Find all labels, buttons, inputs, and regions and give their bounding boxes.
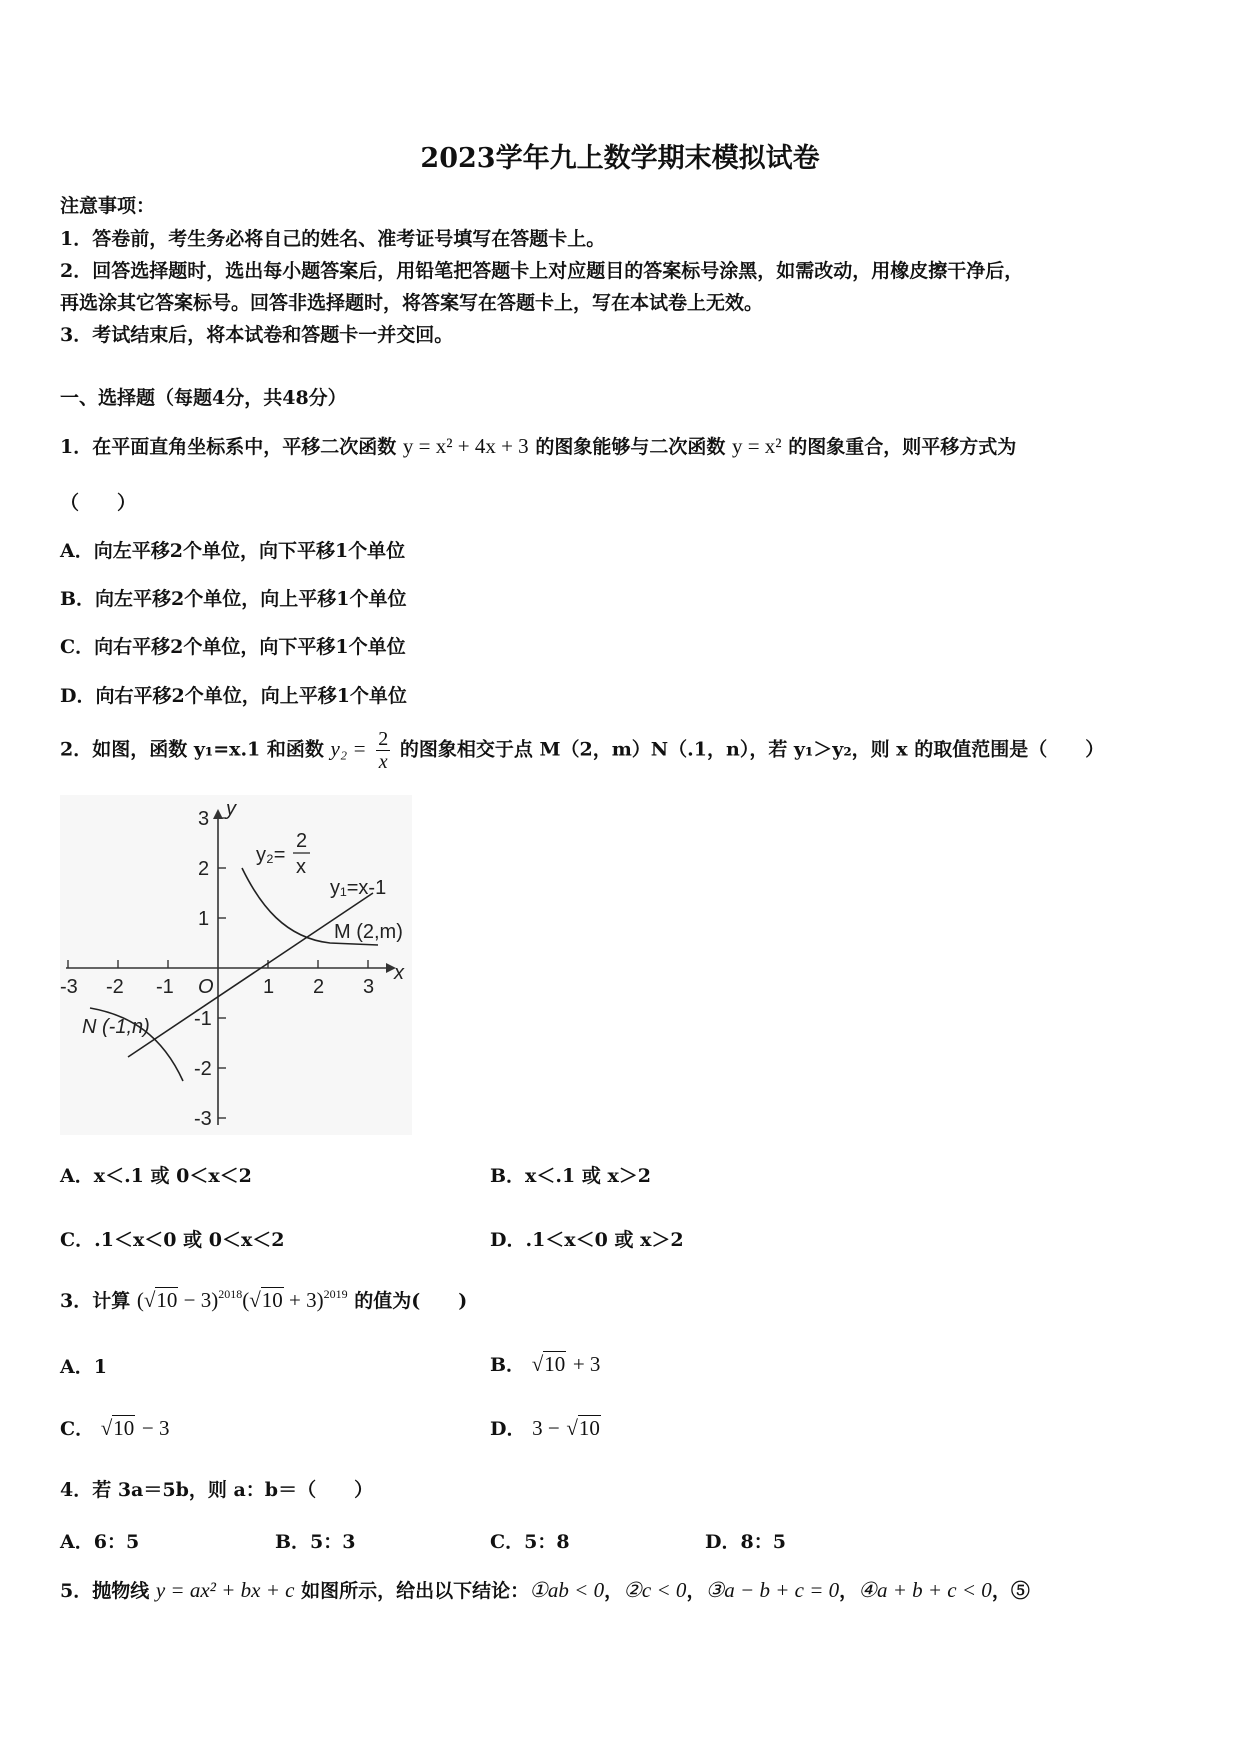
q2-prefix: 2．如图，函数 y₁=x.1 和函数: [60, 738, 324, 761]
q3-option-c[interactable]: C． √10 − 3: [60, 1416, 170, 1440]
q2-option-a[interactable]: A．x＜.1 或 0＜x＜2: [60, 1165, 252, 1187]
q1-middle: 的图象能够与二次函数: [535, 436, 726, 458]
q2-option-d[interactable]: D．.1＜x＜0 或 x＞2: [490, 1229, 684, 1251]
y-tick-label: 3: [198, 808, 210, 830]
y-axis-label: y: [226, 798, 236, 820]
sqrt-symbol: √10: [249, 1288, 283, 1312]
q4-option-d[interactable]: D．8：5: [705, 1531, 786, 1553]
sqrt-symbol: √10: [143, 1288, 178, 1312]
q2-suffix: 的图象相交于点 M（2，m）N（.1，n），若 y₁＞y₂，则 x 的取值范围是（ ）: [399, 738, 1105, 761]
section-heading: 一、选择题（每题4分，共48分）: [60, 387, 347, 409]
graph-background: [60, 795, 412, 1135]
notice-item-3: 3．考试结束后，将本试卷和答题卡一并交回。: [60, 324, 454, 346]
q5-conclusion-2: ②c < 0: [623, 1578, 687, 1602]
q4-option-c[interactable]: C．5：8: [490, 1531, 570, 1553]
page-title: 2023学年九上数学期末模拟试卷: [420, 143, 820, 174]
q3-option-a[interactable]: A．1: [60, 1356, 107, 1378]
q5-prefix: 5．抛物线: [60, 1580, 150, 1602]
y2-label-den: x: [296, 856, 306, 878]
q2-function-graph: [60, 795, 412, 1135]
q2-lhs: y₂ =: [330, 736, 367, 761]
q5-conclusion-1: ①ab < 0: [529, 1578, 605, 1602]
point-n-label: N (-1,n): [82, 1016, 150, 1038]
x-tick-label: 1: [263, 976, 275, 998]
x-tick-label: 2: [313, 976, 325, 998]
q5-conclusion-4: ④a + b + c < 0: [858, 1578, 992, 1602]
q1-expr1: y = x² + 4x + 3: [402, 434, 529, 458]
y-tick-label: -1: [194, 1008, 212, 1030]
question-2: [60, 728, 1104, 773]
q5-conclusion-5: ⑤: [1010, 1580, 1030, 1602]
y1-label: y₁=x-1: [330, 877, 387, 899]
q2-frac-den: x: [378, 751, 388, 773]
q2-option-b[interactable]: B．x＜.1 或 x＞2: [490, 1165, 651, 1187]
y-tick-label: -2: [194, 1058, 212, 1080]
notice-heading: 注意事项：: [60, 195, 156, 217]
q1-option-d[interactable]: D．向右平移2个单位，向上平移1个单位: [60, 685, 407, 707]
q3-expression: $(√10 - 3)^{2018}(√10 + 3)^{2019}$: [136, 1287, 348, 1312]
q4-option-a[interactable]: A．6：5: [60, 1531, 140, 1553]
q5-middle: 如图所示，给出以下结论：: [301, 1580, 530, 1602]
y2-label-num: 2: [296, 830, 308, 852]
y2-label: y₂=: [256, 844, 286, 866]
y-tick-label: 1: [198, 908, 210, 930]
q3-prefix: 3．计算: [60, 1290, 131, 1312]
question-3: [60, 1286, 467, 1313]
x-tick-label: 3: [363, 976, 375, 998]
notice-item-1: 1．答卷前，考生务必将自己的姓名、准考证号填写在答题卡上。: [60, 228, 606, 250]
x-axis-label: x: [394, 962, 404, 984]
q2-fraction: [376, 728, 390, 773]
x-tick-label: -3: [60, 976, 78, 998]
q1-prefix: 1．在平面直角坐标系中，平移二次函数: [60, 436, 397, 458]
origin-label: O: [198, 976, 214, 998]
q1-option-b[interactable]: B．向左平移2个单位，向上平移1个单位: [60, 588, 407, 610]
q1-option-c[interactable]: C．向右平移2个单位，向下平移1个单位: [60, 636, 406, 658]
y-tick-label: 2: [198, 858, 210, 880]
question-5: 5．抛物线 y = ax² + bx + c 如图所示，给出以下结论：①ab < 0，②c < 0，③a − b + c = 0，④a + b + c < 0，⑤: [60, 1578, 1030, 1602]
q2-option-c[interactable]: C．.1＜x＜0 或 0＜x＜2: [60, 1229, 285, 1251]
question-1: [60, 432, 1016, 459]
q3-suffix: 的值为( ): [354, 1290, 468, 1312]
question-4: 4．若 3a＝5b，则 a：b＝（ ）: [60, 1479, 374, 1501]
q1-option-a[interactable]: A．向左平移2个单位，向下平移1个单位: [60, 540, 406, 562]
q3-option-d[interactable]: D． 3 − √10: [490, 1416, 600, 1440]
q1-expr2: y = x²: [731, 434, 782, 458]
q1-answer-paren: （ ）: [60, 492, 137, 514]
q3-option-b[interactable]: B． √10 + 3: [490, 1352, 601, 1376]
x-tick-label: -2: [106, 976, 124, 998]
q5-conclusion-3: ③a − b + c = 0: [705, 1578, 840, 1602]
notice-item-2b: 再选涂其它答案标号。回答非选择题时，将答案写在答题卡上，写在本试卷上无效。: [60, 292, 764, 314]
point-m-label: M (2,m): [334, 921, 403, 943]
q1-suffix: 的图象重合，则平移方式为: [788, 436, 1017, 458]
q2-frac-num: 2: [378, 728, 389, 750]
y-tick-label: -3: [194, 1108, 212, 1130]
x-tick-label: -1: [156, 976, 174, 998]
notice-item-2: 2．回答选择题时，选出每小题答案后，用铅笔把答题卡上对应题目的答案标号涂黑，如需改动，用橡皮擦干净后，: [60, 260, 1024, 282]
q5-expression: y = ax² + bx + c: [155, 1578, 295, 1602]
q4-option-b[interactable]: B．5：3: [275, 1531, 356, 1553]
